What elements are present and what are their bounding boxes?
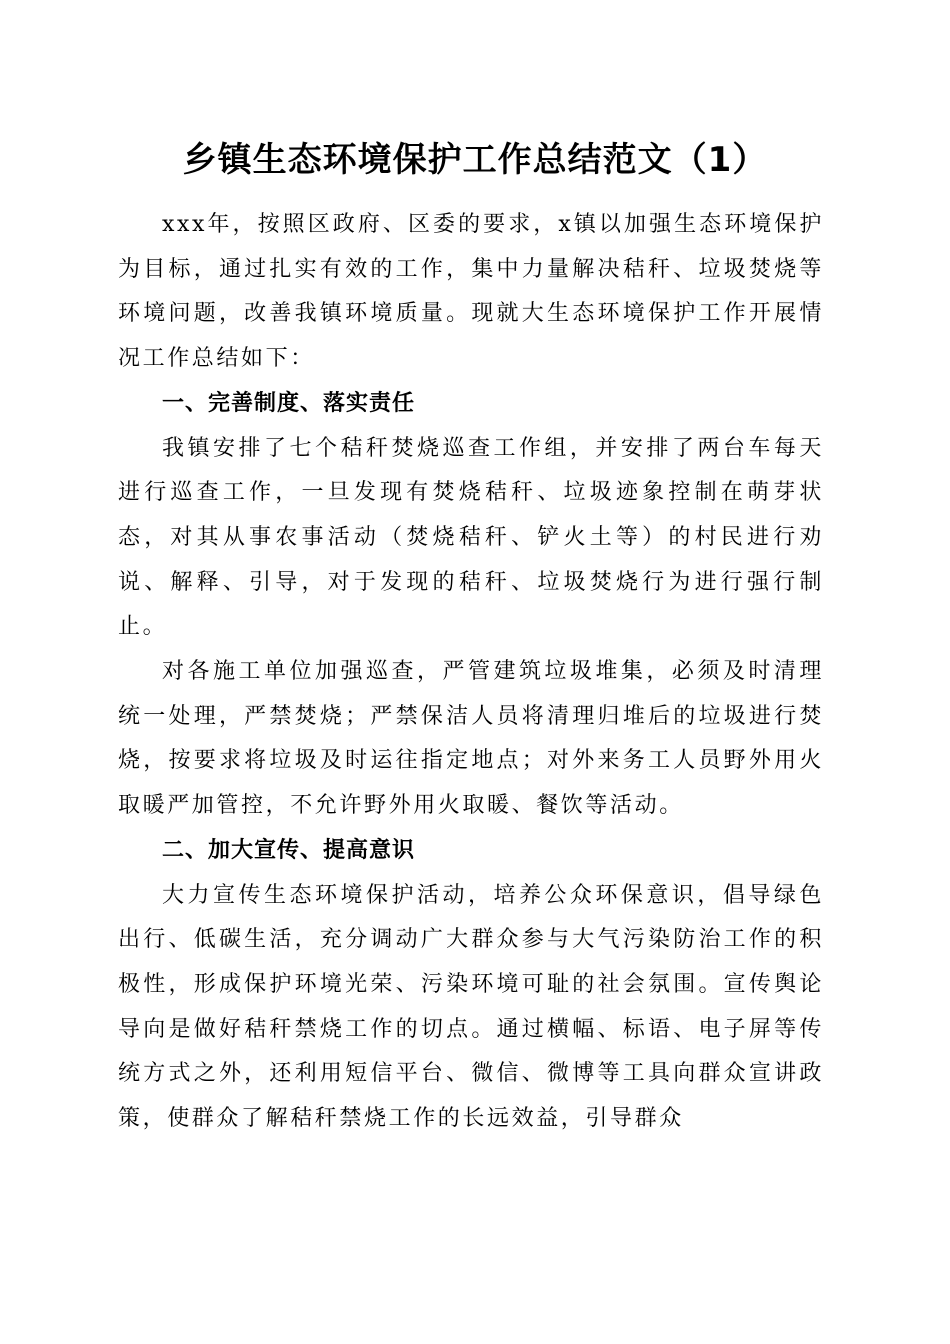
section-1-paragraph-1: 我镇安排了七个秸秆焚烧巡查工作组，并安排了两台车每天进行巡查工作，一旦发现有焚烧秸秆、垃圾迹象控制在萌芽状态，对其从事农事活动（焚烧秸秆、铲火土等）的村民进行劝说、解释、引导，对于发现的秸秆、垃圾焚烧行为进行强行制止。 — [118, 435, 824, 640]
section-1-paragraph-2: 对各施工单位加强巡查，严管建筑垃圾堆集，必须及时清理统一处理，严禁焚烧；严禁保洁人员将清理归堆后的垃圾进行焚烧，按要求将垃圾及时运往指定地点；对外来务工人员野外用火取暖严加管控，不允许野外用火取暖、餐饮等活动。 — [118, 659, 824, 819]
document-title: 乡镇生态环境保护工作总结范文（1） — [182, 140, 768, 180]
intro-paragraph: xxx年，按照区政府、区委的要求，x镇以加强生态环境保护为目标，通过扎实有效的工作，集中力量解决秸秆、垃圾焚烧等环境问题，改善我镇环境质量。现就大生态环境保护工作开展情况工作总结如下： — [118, 212, 824, 372]
document-body — [118, 203, 824, 1142]
section-heading-2: 二、加大宣传、提高意识 — [162, 837, 416, 863]
section-heading-1: 一、完善制度、落实责任 — [162, 390, 416, 416]
section-2-paragraph-1: 大力宣传生态环境保护活动，培养公众环保意识，倡导绿色出行、低碳生活，充分调动广大群众参与大气污染防治工作的积极性，形成保护环境光荣、污染环境可耻的社会氛围。宣传舆论导向是做好秸秆禁烧工作的切点。通过横幅、标语、电子屏等传统方式之外，还利用短信平台、微信、微博等工具向群众宣讲政策，使群众了解秸秆禁烧工作的长远效益，引导群众 — [118, 882, 824, 1132]
